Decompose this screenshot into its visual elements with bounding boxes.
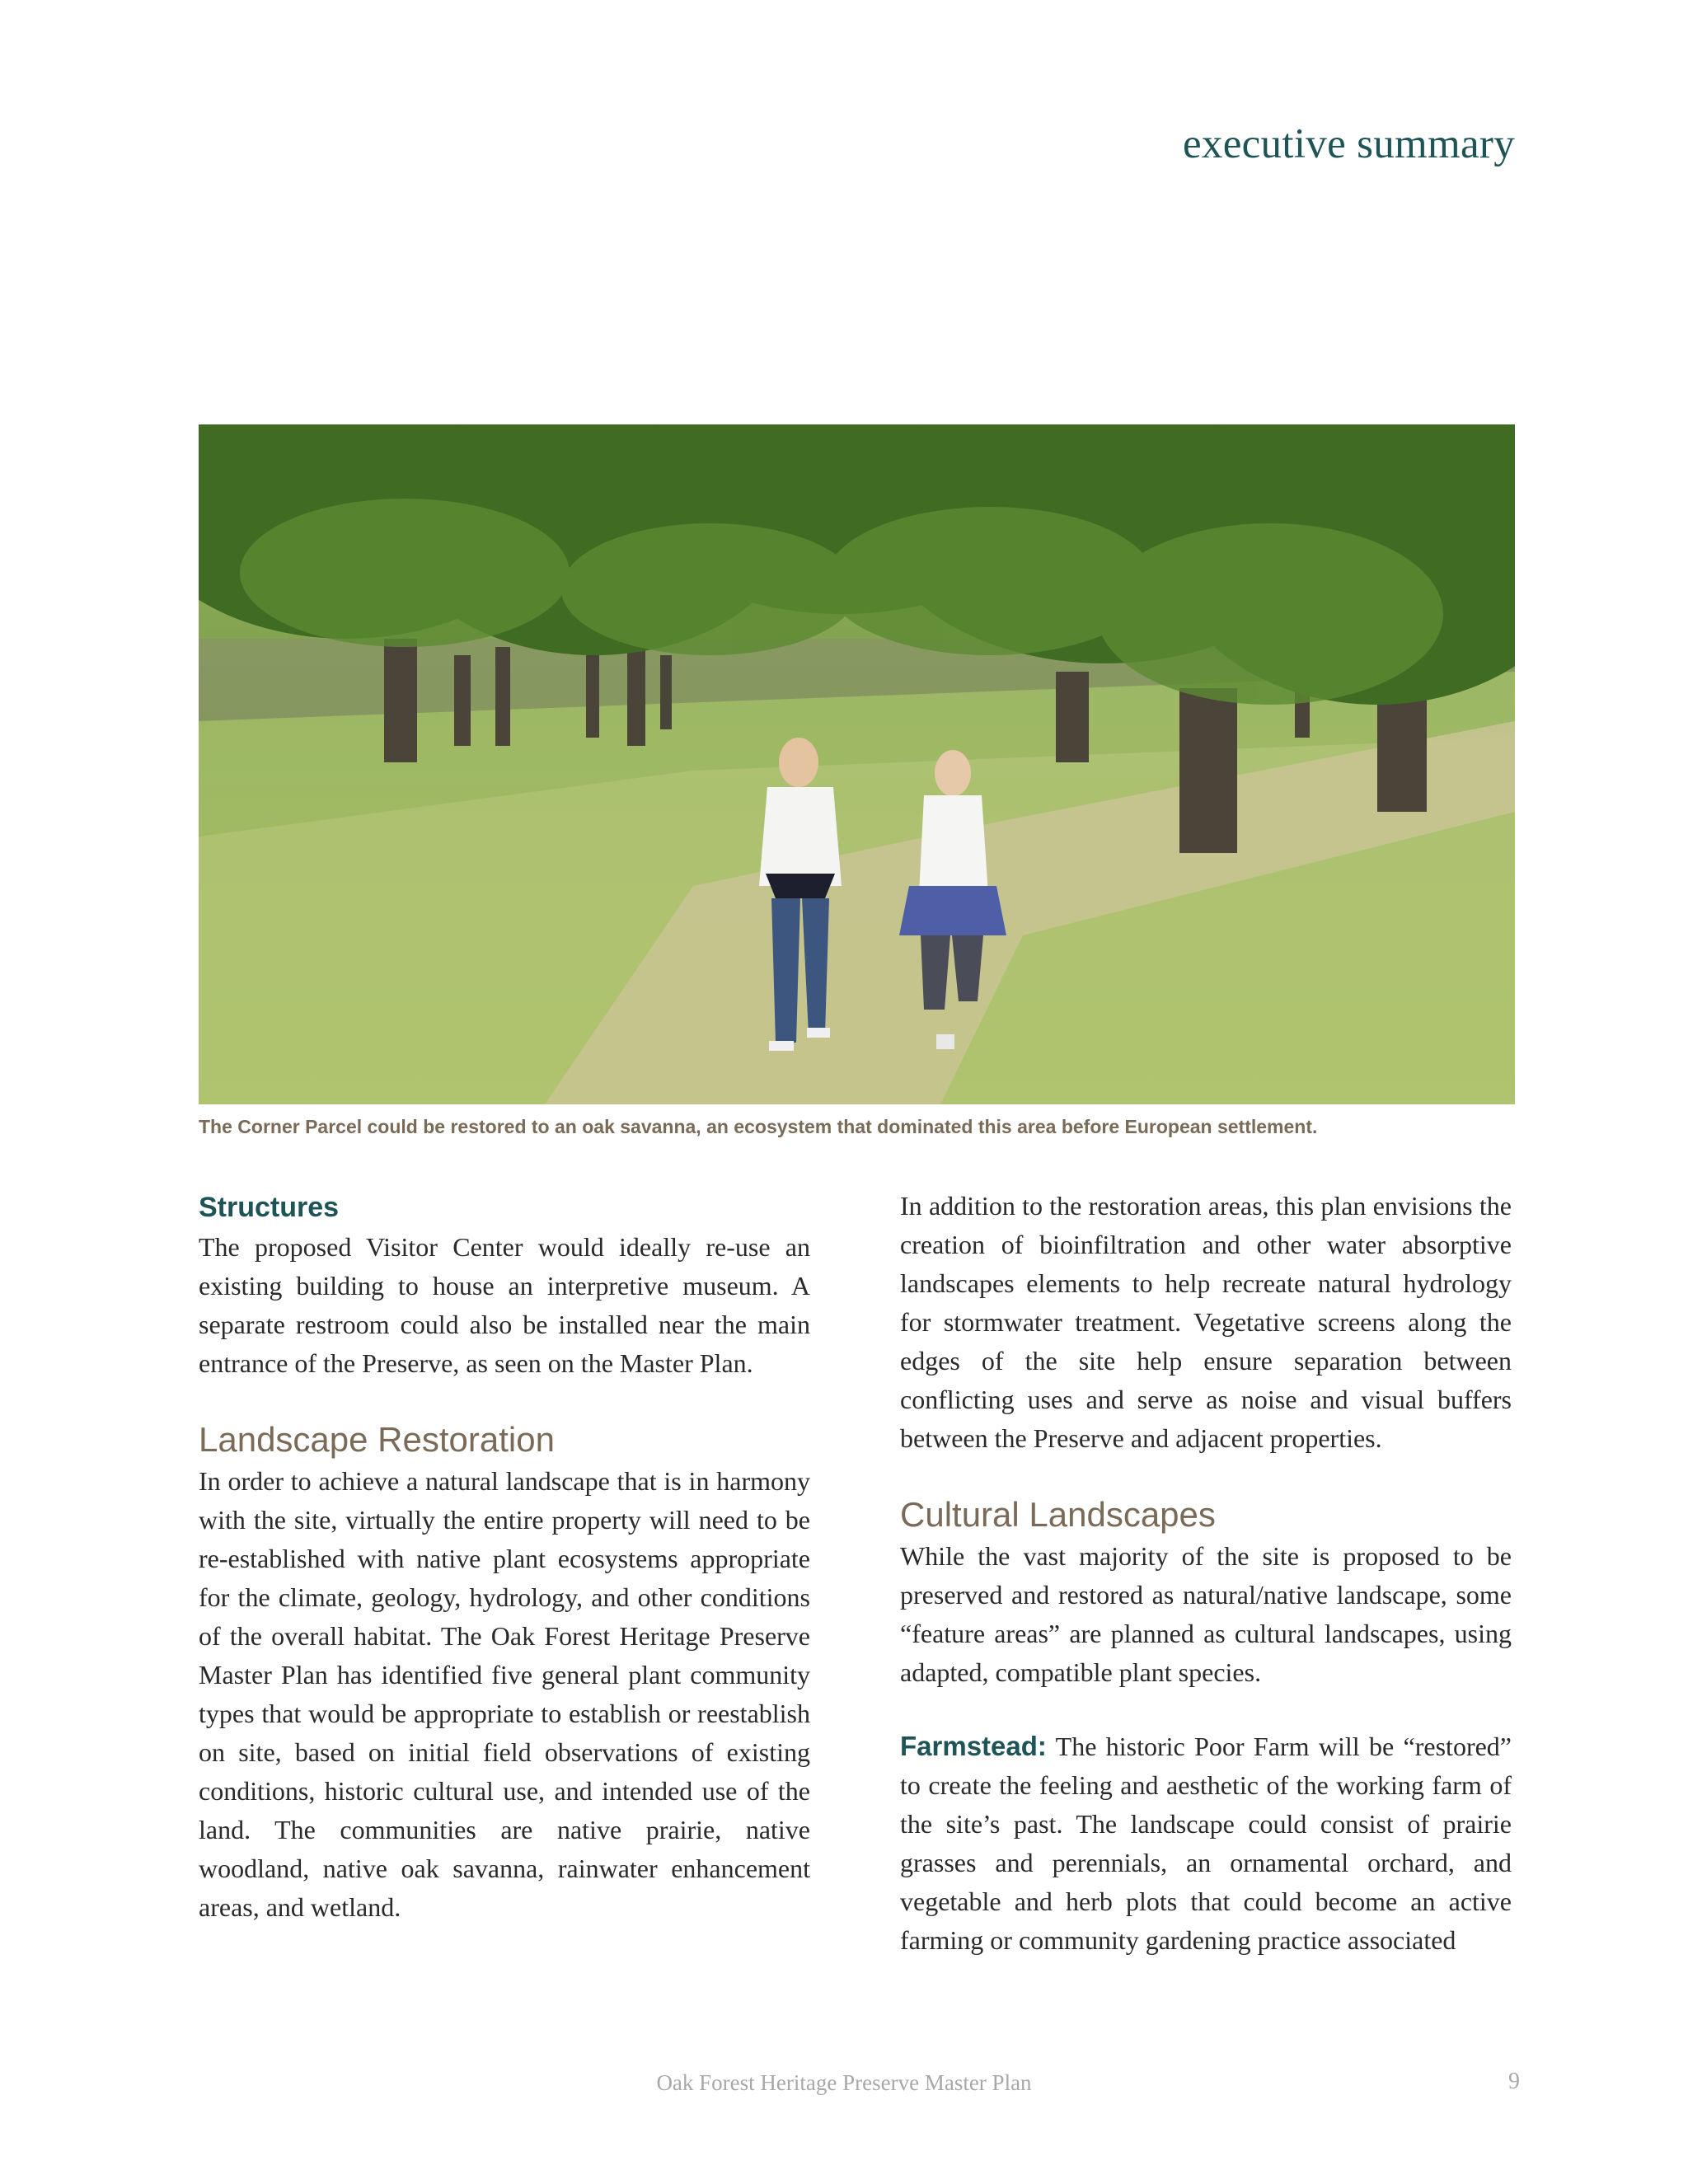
farmstead-paragraph xyxy=(900,1727,1512,1960)
photo-caption: The Corner Parcel could be restored to an oak savanna, an ecosystem that dominated this area before European settlement. xyxy=(199,1116,1318,1137)
farmstead-text: The historic Poor Farm will be “restored” to create the feeling and aesthetic of the working farm of the site’s past. The landscape could consist of prairie grasses and perennials, an ornamental orchard, and vegetable and herb plots that could become an active farming or community gardening practice associated xyxy=(900,1732,1512,1955)
farmstead-label: Farmstead: xyxy=(900,1731,1047,1761)
structures-heading: Structures xyxy=(199,1192,340,1223)
restoration-intro-paragraph: In addition to the restoration areas, this plan envisions the creation of bioinfiltration and other water absorptive landscapes elements to help recreate natural hydrology for stormwater treatment. Vegetative screens along the edges of the site help ensure separation between conflicting uses and serve as noise and visual buffers between the Preserve and adjacent properties. xyxy=(900,1191,1512,1453)
page-number: 9 xyxy=(1508,2069,1520,2094)
oak-savanna-photo xyxy=(199,424,1515,1104)
landscape-restoration-heading: Landscape Restoration xyxy=(199,1420,555,1459)
section-title: executive summary xyxy=(1182,121,1515,167)
cultural-landscapes-heading: Cultural Landscapes xyxy=(900,1495,1216,1534)
right-column xyxy=(900,1187,1512,1960)
cultural-landscapes-paragraph: While the vast majority of the site is proposed to be preserved and restored as natural/native landscape, some “feature areas” are planned as cultural landscapes, using adapted, compatible plant species. xyxy=(900,1541,1512,1687)
photo-illustration xyxy=(199,424,1515,1104)
footer-document-title: Oak Forest Heritage Preserve Master Plan xyxy=(656,2070,1032,2095)
structures-paragraph: The proposed Visitor Center would ideally re-use an existing building to house an interpretive museum. A separate restroom could also be installed near the main entrance of the Preserve, as seen on the Master Plan. xyxy=(199,1232,810,1378)
landscape-restoration-paragraph: In order to achieve a natural landscape that is in harmony with the site, virtually the entire property will need to be re-established with native plant ecosystems appropriate for the climate, geology, hydrology, and other conditions of the overall habitat. The Oak Forest Heritage Preserve Master Plan has identified five general plant community types that would be appropriate to establish or reestablish on site, based on initial field observations of existing conditions, historic cultural use, and intended use of the land. The communities are native prairie, native woodland, native oak savanna, rainwater enhancement areas, and wetland. xyxy=(199,1466,810,1922)
left-column xyxy=(199,1187,810,1927)
